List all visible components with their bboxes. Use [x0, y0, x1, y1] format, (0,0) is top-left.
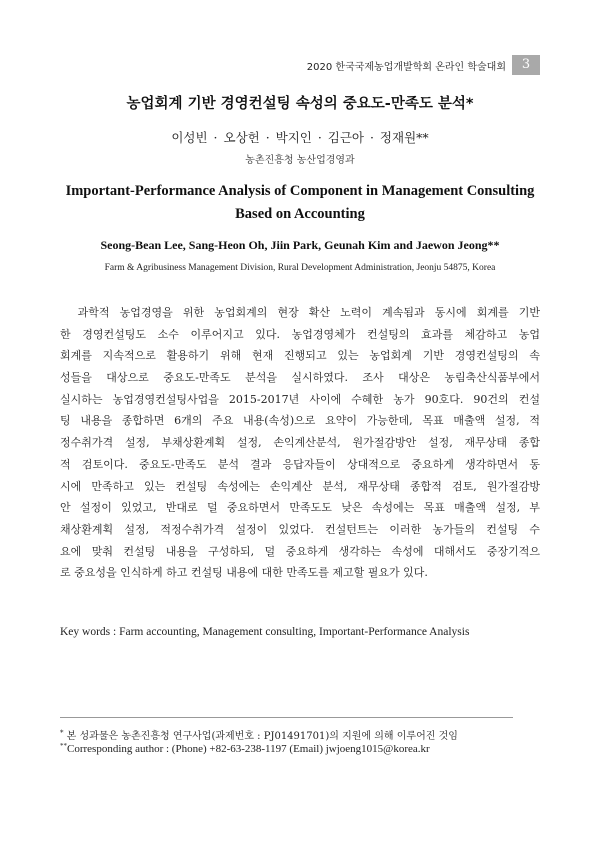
- abstract-line: 실시하는 농업경영컨설팅사업을 2015-2017년 사이에 수혜한 농가 90호다. 90건의 컨설: [60, 392, 540, 406]
- footnote-text: 본 성과물은 농촌진흥청 연구사업(과제번호 : PJ01491701)의 지원에 의해 이루어진 것임: [63, 731, 458, 742]
- footnote-corresponding: [60, 742, 430, 755]
- abstract-line: 회계를 지속적으로 활용하기 위해 현재 진행되고 있는 농업회계 기반 경영컨설팅의 속: [60, 349, 540, 363]
- footnote-divider: [60, 717, 513, 718]
- english-title-line-2: Based on Accounting: [235, 206, 365, 222]
- english-title-line-1: Important-Performance Analysis of Component in Management Consulting: [65, 183, 535, 199]
- abstract-line: 성들을 대상으로 중요도-만족도 분석을 실시하였다. 조사 대상은 농림축산식품부에서: [60, 371, 540, 385]
- english-title: [60, 180, 540, 226]
- korean-affiliation: 농촌진흥청 농산업경영과: [245, 155, 355, 166]
- footnote-funding: [60, 727, 458, 742]
- korean-authors: 이성빈 · 오상헌 · 박지인 · 김근아 · 정재원**: [171, 130, 429, 145]
- footnote-mark: **: [60, 742, 67, 750]
- footnote-text: Corresponding author : (Phone) +82-63-238-1197 (Email) jwjoeng1015@korea.kr: [67, 743, 430, 755]
- abstract: [60, 302, 540, 584]
- abstract-line: 로 중요성을 인식하게 하고 컨설팅 내용에 대한 만족도를 제고할 필요가 있다.: [60, 566, 428, 580]
- abstract-line: 팅 내용을 종합하면 6개의 주요 내용(속성)으로 요약이 가능한데, 목표 매출액 설정, 적: [60, 414, 540, 428]
- abstract-line: 과학적 농업경영을 위한 농업회계의 현장 확산 노력이 계속됨과 동시에 회계를 기반: [60, 306, 540, 319]
- keywords: Key words : Farm accounting, Management consulting, Important-Performance Analysis: [60, 626, 470, 638]
- running-header: [0, 55, 600, 77]
- abstract-line: 안 설정이 있었고, 반대로 덜 중요하면서 만족도도 낮은 속성에는 목표 매출액 설정, 부: [60, 501, 540, 515]
- abstract-line: 채상환계획 설정, 적정수취가격 설정이 있었다. 컨설턴트는 이러한 농가들의 컨설팅 수: [60, 522, 540, 536]
- abstract-line: 시에 만족하고 있는 컨설팅 속성에는 손익계산 분석, 재무상태 종합적 검토, 원가절감방: [60, 479, 540, 493]
- footnote-mark: *: [60, 729, 64, 737]
- page-number: 3: [512, 55, 540, 75]
- english-affiliation: Farm & Agribusiness Management Division, Rural Development Administration, Jeonju 54875, Korea: [104, 263, 496, 273]
- english-authors: Seong-Bean Lee, Sang-Heon Oh, Jiin Park, Geunah Kim and Jaewon Jeong**: [100, 238, 500, 252]
- korean-title: 농업회계 기반 경영컨설팅 속성의 중요도-만족도 분석*: [126, 96, 474, 112]
- abstract-line: 요에 맞춰 컨설팅 내용을 구성하되, 덜 중요하게 생각하는 속성에 대해서도 중장기적으: [60, 544, 540, 558]
- abstract-line: 적 검토이다. 중요도-만족도 분석 결과 응답자들이 상대적으로 중요하게 생각하면서 동: [60, 457, 540, 471]
- abstract-line: 한 경영컨설팅도 소수 이루어지고 있다. 농업경영체가 컨설팅의 효과를 체감하고 농업: [60, 327, 540, 341]
- conference-name: 2020 한국국제농업개발학회 온라인 학술대회: [306, 62, 506, 73]
- abstract-line: 정수취가격 설정, 부채상환계획 설정, 손익계산분석, 원가절감방안 설정, 재무상태 종합: [60, 436, 540, 450]
